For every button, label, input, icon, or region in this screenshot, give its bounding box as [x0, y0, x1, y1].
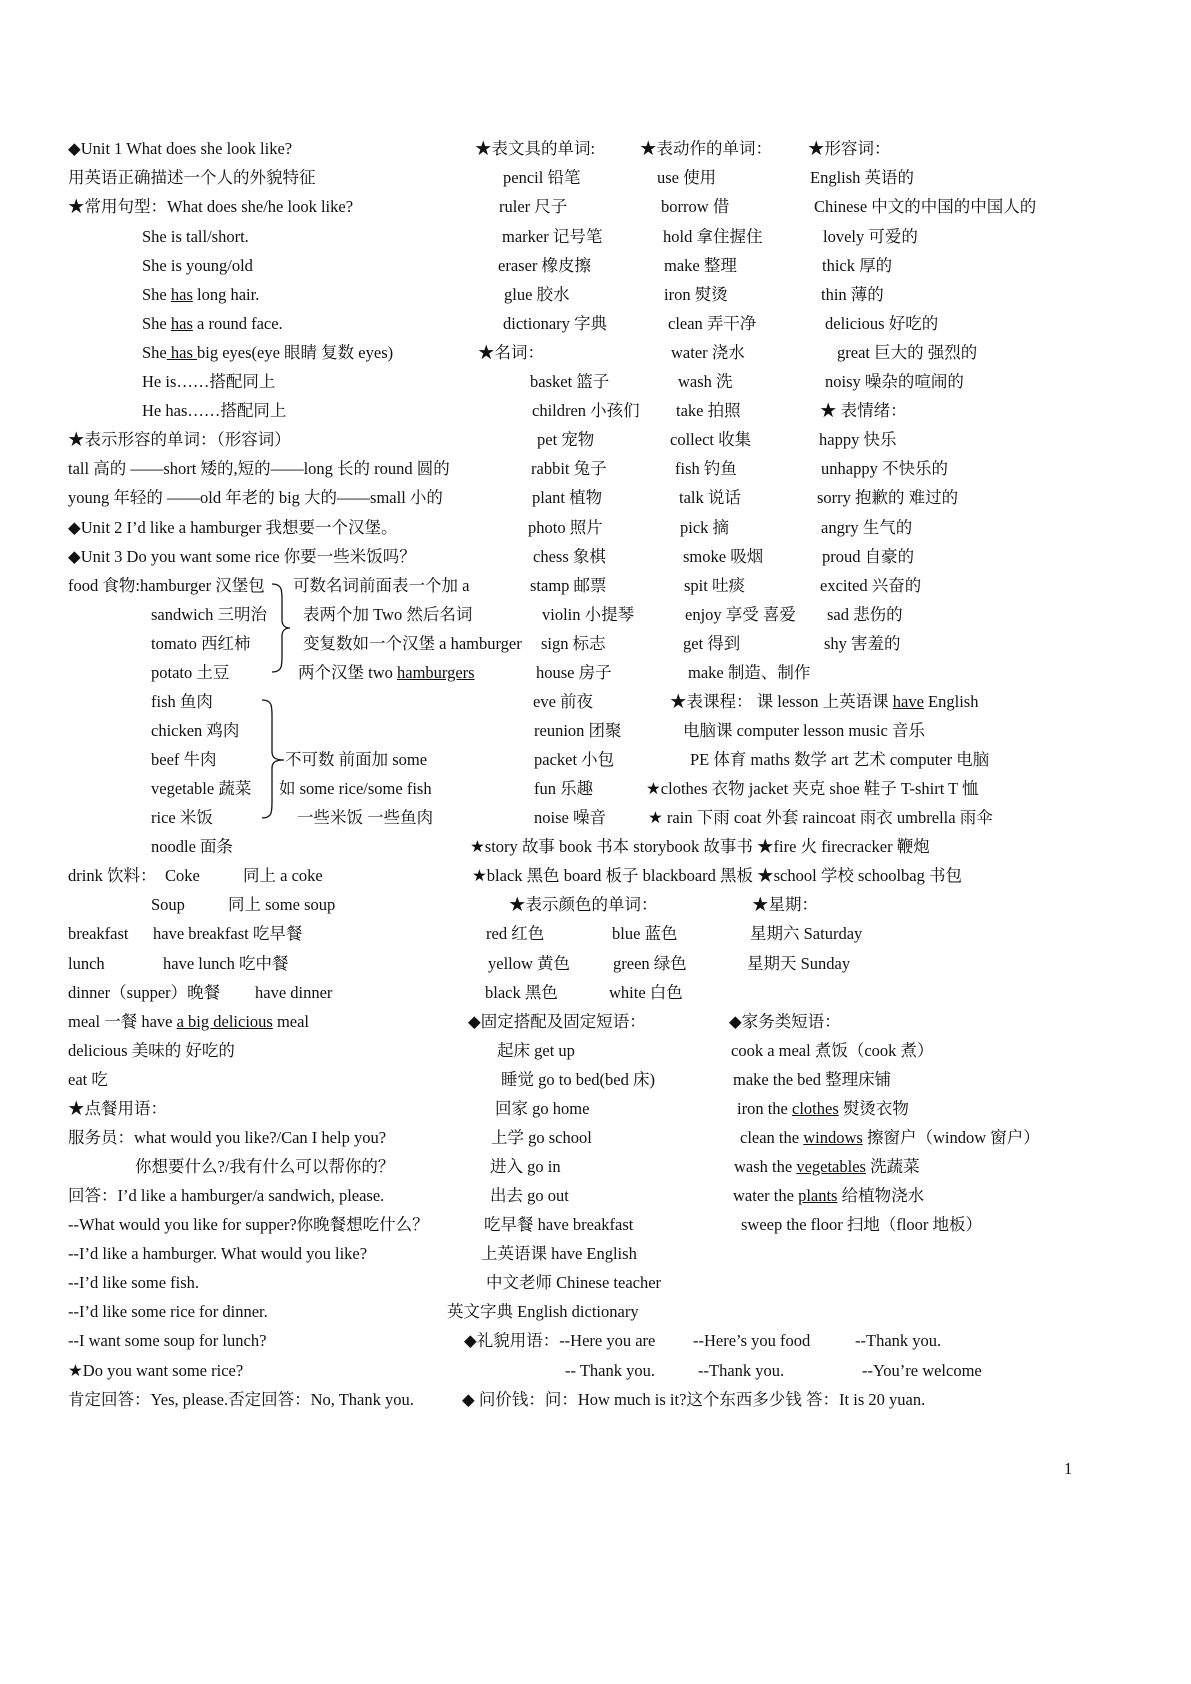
chore-item: sweep the floor 扫地（floor 地板） — [741, 1215, 983, 1234]
course-line-3: PE 体育 maths 数学 art 艺术 computer 电脑 — [690, 750, 990, 769]
countable-note: 表两个加 Two 然后名词 — [303, 605, 473, 624]
sentence-eyes: She has big eyes(eye 眼睛 复数 eyes) — [142, 343, 394, 362]
color-item: black 黑色 — [485, 983, 558, 1002]
noun-item: fun 乐趣 — [534, 779, 594, 798]
food-item: potato 土豆 — [151, 663, 230, 682]
color-item: blue 蓝色 — [612, 924, 678, 943]
polite-item: --Here’s you food — [693, 1331, 811, 1350]
unit1-title: ◆Unit 1 What does she look like? — [68, 139, 293, 158]
sentence-young: She is young/old — [142, 256, 253, 275]
phrase-title: ◆固定搭配及固定短语： — [468, 1012, 646, 1031]
adj-item: Chinese 中文的中国的中国人的 — [814, 197, 1037, 216]
action-item: borrow 借 — [661, 197, 730, 216]
emotion-item: angry 生气的 — [821, 518, 913, 537]
phrase-item: 吃早餐 have breakfast — [484, 1215, 634, 1234]
week-title: ★星期： — [752, 895, 818, 914]
meal-line: meal 一餐 have a big delicious meal — [68, 1012, 310, 1031]
page-number: 1 — [1064, 1459, 1073, 1478]
food-item: vegetable 蔬菜 — [151, 779, 252, 798]
color-item: red 红色 — [486, 924, 545, 943]
stationery-item: ruler 尺子 — [499, 197, 568, 216]
noun-item: packet 小包 — [534, 750, 615, 769]
order-waiter: 服务员：what would you like?/Can I help you? — [68, 1128, 387, 1147]
chore-item: iron the clothes 熨烫衣物 — [737, 1099, 909, 1118]
adj-item: thick 厚的 — [822, 256, 893, 275]
countable-note: 两个汉堡 two hamburgers — [298, 663, 475, 682]
meal-phrase: have lunch 吃中餐 — [163, 954, 289, 973]
action-item: talk 说话 — [679, 488, 741, 507]
action-item: water 浇水 — [671, 343, 745, 362]
week-item: 星期六 Saturday — [750, 924, 863, 943]
story-line: ★story 故事 book 书本 storybook 故事书 ★fire 火 firecracker 鞭炮 — [470, 837, 930, 856]
eat-line: eat 吃 — [68, 1070, 108, 1089]
action-item: pick 摘 — [680, 518, 730, 537]
unit1-desc: 用英语正确描述一个人的外貌特征 — [68, 168, 316, 187]
adj-item: delicious 好吃的 — [825, 314, 939, 333]
noun-item: plant 植物 — [532, 488, 603, 507]
color-item: green 绿色 — [613, 954, 687, 973]
action-item: clean 弄干净 — [668, 314, 757, 333]
sentence-face: She has a round face. — [142, 314, 283, 333]
drink-item: Soup — [151, 895, 185, 914]
action-item: use 使用 — [657, 168, 717, 187]
uncountable-brace — [258, 698, 288, 820]
food-item: tomato 西红柿 — [151, 634, 251, 653]
chore-item: clean the windows 擦窗户（window 窗户） — [740, 1128, 1040, 1147]
countable-brace — [268, 582, 294, 674]
noun-item: chess 象棋 — [533, 547, 606, 566]
want-answer: 肯定回答：Yes, please.否定回答：No, Thank you. — [68, 1390, 414, 1409]
stationery-title: ★表文具的单词: — [475, 139, 596, 158]
dialog-line: --What would you like for supper?你晚餐想吃什么？ — [68, 1215, 429, 1234]
polite-item: --Thank you. — [855, 1331, 942, 1350]
stationery-item: dictionary 字典 — [503, 314, 608, 333]
delicious-line: delicious 美味的 好吃的 — [68, 1041, 235, 1060]
order-waiter-cn: 你想要什么?/我有什么可以帮你的？ — [135, 1157, 395, 1176]
emotion-item: excited 兴奋的 — [820, 576, 922, 595]
chore-item: make the bed 整理床铺 — [733, 1070, 892, 1089]
polite-item: -- Thank you. — [565, 1361, 655, 1380]
emotion-item: proud 自豪的 — [822, 547, 915, 566]
action-item: fish 钓鱼 — [675, 459, 737, 478]
unit3-title: ◆Unit 3 Do you want some rice 你要一些米饭吗？ — [68, 547, 416, 566]
adj-item: English 英语的 — [810, 168, 915, 187]
noun-item: violin 小提琴 — [542, 605, 635, 624]
emotion-item: unhappy 不快乐的 — [821, 459, 948, 478]
clothes-line: ★clothes 衣物 jacket 夹克 shoe 鞋子 T-shirt T 恤 — [646, 779, 979, 798]
week-item: 星期天 Sunday — [747, 954, 851, 973]
noun-item: pet 宠物 — [537, 430, 595, 449]
stationery-item: marker 记号笔 — [502, 227, 603, 246]
chore-item: cook a meal 煮饭（cook 煮） — [731, 1041, 934, 1060]
noun-item: noise 噪音 — [534, 808, 606, 827]
course-line-2: 电脑课 computer lesson music 音乐 — [683, 721, 925, 740]
noun-item: stamp 邮票 — [530, 576, 607, 595]
countable-note: 变复数如一个汉堡 a hamburger — [303, 634, 522, 653]
meal-name: lunch — [68, 954, 105, 973]
phrase-item: 中文老师 Chinese teacher — [486, 1273, 662, 1292]
drink-note: 同上 a coke — [243, 866, 323, 885]
sentence-hair: She has long hair. — [142, 285, 260, 304]
phrase-item: 回家 go home — [495, 1099, 590, 1118]
sentence-he-has: He has……搭配同上 — [142, 401, 287, 420]
adj-title-left: ★表示形容的单词：（形容词） — [68, 430, 291, 449]
meal-phrase: have dinner — [255, 983, 333, 1002]
action-item: spit 吐痰 — [684, 576, 745, 595]
sentence-tall: She is tall/short. — [142, 227, 249, 246]
phrase-item: 进入 go in — [490, 1157, 561, 1176]
action-item: smoke 吸烟 — [683, 547, 764, 566]
adj-item: lovely 可爱的 — [823, 227, 918, 246]
emotion-item: sorry 抱歉的 难过的 — [817, 488, 959, 507]
uncountable-note: 一些米饭 一些鱼肉 — [297, 808, 434, 827]
chore-item: wash the vegetables 洗蔬菜 — [734, 1157, 920, 1176]
food-item: chicken 鸡肉 — [151, 721, 240, 740]
phrase-item: 上英语课 have English — [481, 1244, 637, 1263]
noun-item: eve 前夜 — [533, 692, 594, 711]
drink-label: drink 饮料： — [68, 866, 157, 885]
noun-item: reunion 团聚 — [534, 721, 622, 740]
chore-title: ◆家务类短语： — [729, 1012, 841, 1031]
uncountable-note: 如 some rice/some fish — [279, 779, 432, 798]
meal-phrase: have breakfast 吃早餐 — [153, 924, 303, 943]
adj-item: great 巨大的 强烈的 — [837, 343, 978, 362]
action-title: ★表动作的单词： — [640, 139, 772, 158]
black-line: ★black 黑色 board 板子 blackboard 黑板 ★school 学校 schoolbag 书包 — [472, 866, 962, 885]
drink-note: 同上 some soup — [228, 895, 336, 914]
adj-pairs-2: young 年轻的 ——old 年老的 big 大的——small 小的 — [68, 488, 443, 507]
food-item: noodle 面条 — [151, 837, 234, 856]
polite-title: ◆礼貌用语：--Here you are — [464, 1331, 656, 1350]
phrase-item: 睡觉 go to bed(bed 床) — [501, 1070, 655, 1089]
emotion-title: ★ 表情绪： — [820, 401, 907, 420]
food-item: beef 牛肉 — [151, 750, 217, 769]
food-label: food 食物:hamburger 汉堡包 — [68, 576, 265, 595]
unit2-title: ◆Unit 2 I’d like a hamburger 我想要一个汉堡。 — [68, 518, 398, 537]
food-item: fish 鱼肉 — [151, 692, 213, 711]
phrase-item: 上学 go school — [491, 1128, 592, 1147]
action-item: get 得到 — [683, 634, 741, 653]
noun-item: rabbit 兔子 — [531, 459, 607, 478]
action-item: wash 洗 — [678, 372, 733, 391]
color-item: white 白色 — [609, 983, 683, 1002]
noun-item: sign 标志 — [541, 634, 606, 653]
stationery-item: glue 胶水 — [504, 285, 570, 304]
dialog-line: --I’d like a hamburger. What would you like? — [68, 1244, 368, 1263]
order-answer: 回答：I’d like a hamburger/a sandwich, please. — [68, 1186, 385, 1205]
want-title: ★Do you want some rice? — [68, 1361, 244, 1380]
price-line: ◆ 问价钱：问：How much is it?这个东西多少钱 答：It is 20 yuan. — [462, 1390, 926, 1409]
adj-item: thin 薄的 — [821, 285, 884, 304]
course-line: ★表课程： 课 lesson 上英语课 have English — [670, 692, 979, 711]
common-sentence: ★常用句型：What does she/he look like? — [68, 197, 354, 216]
food-item: rice 米饭 — [151, 808, 213, 827]
emotion-item: sad 悲伤的 — [827, 605, 903, 624]
action-item: iron 熨烫 — [664, 285, 728, 304]
adj-item: noisy 噪杂的喧闹的 — [825, 372, 964, 391]
phrase-item: 起床 get up — [497, 1041, 575, 1060]
phrase-item: 英文字典 English dictionary — [447, 1302, 639, 1321]
chore-item: water the plants 给植物浇水 — [733, 1186, 925, 1205]
emotion-item: happy 快乐 — [819, 430, 897, 449]
color-item: yellow 黄色 — [488, 954, 571, 973]
order-title: ★点餐用语： — [68, 1099, 167, 1118]
action-item: take 拍照 — [676, 401, 741, 420]
sentence-he-is: He is……搭配同上 — [142, 372, 276, 391]
polite-item: --You’re welcome — [862, 1361, 982, 1380]
phrase-item: 出去 go out — [490, 1186, 569, 1205]
adj-pairs-1: tall 高的 ——short 矮的,短的——long 长的 round 圆的 — [68, 459, 450, 478]
stationery-item: eraser 橡皮擦 — [498, 256, 592, 275]
meal-name: breakfast — [68, 924, 129, 943]
rain-line: ★ rain 下雨 coat 外套 raincoat 雨衣 umbrella 雨伞 — [648, 808, 993, 827]
emotion-item: shy 害羞的 — [824, 634, 901, 653]
food-item: sandwich 三明治 — [151, 605, 267, 624]
action-item: collect 收集 — [670, 430, 752, 449]
action-item: enjoy 享受 喜爱 — [685, 605, 796, 624]
drink-item: Coke — [165, 866, 200, 885]
noun-item: children 小孩们 — [532, 401, 640, 420]
dialog-line: --I want some soup for lunch? — [68, 1331, 267, 1350]
action-item: make 制造、制作 — [688, 663, 811, 682]
noun-item: photo 照片 — [528, 518, 603, 537]
noun-title: ★名词： — [478, 343, 544, 362]
noun-item: basket 篮子 — [530, 372, 610, 391]
adj-title: ★形容词： — [808, 139, 891, 158]
dialog-line: --I’d like some rice for dinner. — [68, 1302, 268, 1321]
dialog-line: --I’d like some fish. — [68, 1273, 200, 1292]
noun-item: house 房子 — [536, 663, 612, 682]
uncountable-note: 不可数 前面加 some — [285, 750, 428, 769]
color-title: ★表示颜色的单词： — [509, 895, 658, 914]
meal-name: dinner（supper）晚餐 — [68, 983, 221, 1002]
countable-note: 可数名词前面表一个加 a — [293, 576, 470, 595]
polite-item: --Thank you. — [698, 1361, 785, 1380]
action-item: make 整理 — [664, 256, 737, 275]
stationery-item: pencil 铅笔 — [503, 168, 581, 187]
action-item: hold 拿住握住 — [663, 227, 763, 246]
